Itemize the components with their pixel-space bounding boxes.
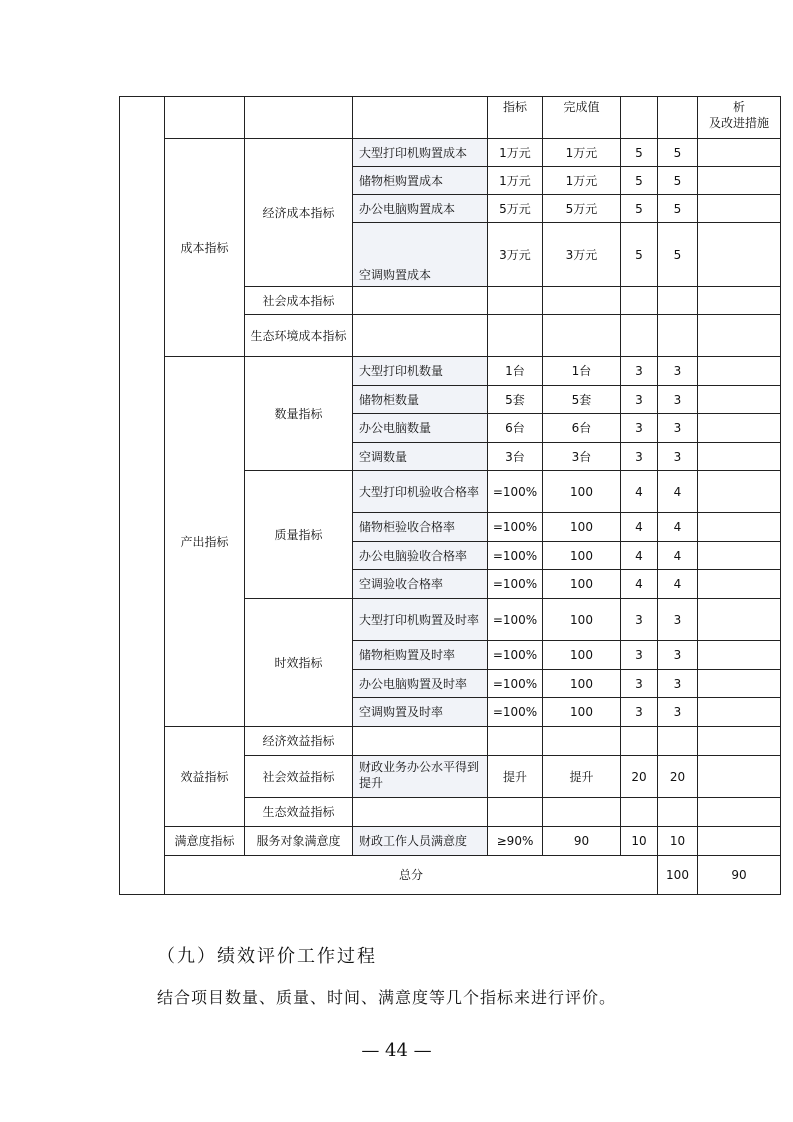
header-cell-blank: [621, 97, 658, 139]
empty-cell: [543, 727, 621, 756]
item-weight: 4: [621, 513, 658, 542]
item-score: 3: [658, 414, 698, 443]
empty-cell: [698, 798, 781, 827]
sub-economic-cost: 经济成本指标: [245, 139, 353, 287]
empty-cell: [353, 315, 488, 357]
category-benefit: 效益指标: [165, 727, 245, 827]
item-score: 4: [658, 570, 698, 599]
item-actual: 100: [543, 670, 621, 698]
empty-cell: [621, 727, 658, 756]
empty-cell: [488, 287, 543, 315]
item-name: 大型打印机数量: [353, 357, 488, 386]
item-actual: 100: [543, 513, 621, 542]
item-score: 3: [658, 599, 698, 641]
empty-cell: [658, 287, 698, 315]
empty-cell: [698, 287, 781, 315]
sub-quantity: 数量指标: [245, 357, 353, 471]
sub-economic-benefit: 经济效益指标: [245, 727, 353, 756]
item-weight: 3: [621, 443, 658, 471]
item-weight: 3: [621, 599, 658, 641]
item-weight: 3: [621, 698, 658, 727]
empty-cell: [621, 287, 658, 315]
empty-cell: [543, 798, 621, 827]
sub-eco-env-cost: 生态环境成本指标: [245, 315, 353, 357]
item-target: =100%: [488, 599, 543, 641]
item-analysis: [698, 223, 781, 287]
item-actual: 90: [543, 827, 621, 856]
empty-cell: [658, 315, 698, 357]
header-analysis: 析 及改进措施: [698, 97, 781, 139]
item-weight: 3: [621, 357, 658, 386]
item-analysis: [698, 570, 781, 599]
item-target: 提升: [488, 756, 543, 798]
item-name: 储物柜数量: [353, 386, 488, 414]
item-analysis: [698, 698, 781, 727]
item-weight: 4: [621, 471, 658, 513]
category-cost: 成本指标: [165, 139, 245, 357]
item-score: 20: [658, 756, 698, 798]
item-target: =100%: [488, 513, 543, 542]
empty-cell: [488, 315, 543, 357]
sub-social-cost: 社会成本指标: [245, 287, 353, 315]
item-actual: 5套: [543, 386, 621, 414]
sub-quality: 质量指标: [245, 471, 353, 599]
item-target: 1台: [488, 357, 543, 386]
item-actual: 100: [543, 641, 621, 670]
item-name: 储物柜购置成本: [353, 167, 488, 195]
empty-cell: [353, 798, 488, 827]
sub-social-benefit: 社会效益指标: [245, 756, 353, 798]
left-margin-cell: [120, 97, 165, 895]
item-analysis: [698, 670, 781, 698]
item-weight: 5: [621, 223, 658, 287]
item-actual: 6台: [543, 414, 621, 443]
item-score: 5: [658, 167, 698, 195]
header-indicator: 指标: [488, 97, 543, 139]
total-score: 90: [698, 856, 781, 895]
item-weight: 4: [621, 542, 658, 570]
item-weight: 3: [621, 386, 658, 414]
item-analysis: [698, 139, 781, 167]
empty-cell: [621, 798, 658, 827]
item-name: 空调验收合格率: [353, 570, 488, 599]
item-actual: 100: [543, 570, 621, 599]
item-analysis: [698, 641, 781, 670]
empty-cell: [488, 798, 543, 827]
item-weight: 3: [621, 414, 658, 443]
item-analysis: [698, 167, 781, 195]
item-name: 办公电脑验收合格率: [353, 542, 488, 570]
item-analysis: [698, 386, 781, 414]
item-name: 空调购置及时率: [353, 698, 488, 727]
item-actual: 提升: [543, 756, 621, 798]
paragraph: 结合项目数量、质量、时间、满意度等几个指标来进行评价。: [157, 988, 617, 1007]
item-analysis: [698, 756, 781, 798]
item-score: 3: [658, 357, 698, 386]
total-weight: 100: [658, 856, 698, 895]
item-name: 大型打印机购置及时率: [353, 599, 488, 641]
item-name: 储物柜验收合格率: [353, 513, 488, 542]
item-target: =100%: [488, 698, 543, 727]
item-weight: 4: [621, 570, 658, 599]
item-target: 5套: [488, 386, 543, 414]
item-actual: 100: [543, 599, 621, 641]
item-target: ≥90%: [488, 827, 543, 856]
item-name: 办公电脑购置成本: [353, 195, 488, 223]
item-name: 储物柜购置及时率: [353, 641, 488, 670]
item-score: 3: [658, 698, 698, 727]
performance-table: [119, 96, 781, 895]
item-weight: 20: [621, 756, 658, 798]
empty-cell: [543, 287, 621, 315]
item-analysis: [698, 443, 781, 471]
item-name: 空调购置成本: [353, 223, 488, 287]
item-target: 3万元: [488, 223, 543, 287]
item-actual: 1万元: [543, 139, 621, 167]
item-name: 财政工作人员满意度: [353, 827, 488, 856]
item-target: =100%: [488, 670, 543, 698]
item-weight: 10: [621, 827, 658, 856]
item-score: 4: [658, 513, 698, 542]
header-cell-blank: [165, 97, 245, 139]
section-title: （九）绩效评价工作过程: [157, 946, 377, 967]
sub-eco-benefit: 生态效益指标: [245, 798, 353, 827]
item-analysis: [698, 827, 781, 856]
item-name: 办公电脑数量: [353, 414, 488, 443]
header-cell-blank: [245, 97, 353, 139]
item-analysis: [698, 471, 781, 513]
item-score: 5: [658, 223, 698, 287]
category-satisfaction: 满意度指标: [165, 827, 245, 856]
header-actual: 完成值: [543, 97, 621, 139]
item-actual: 3万元: [543, 223, 621, 287]
item-target: =100%: [488, 641, 543, 670]
item-score: 5: [658, 195, 698, 223]
item-actual: 100: [543, 698, 621, 727]
item-target: 1万元: [488, 139, 543, 167]
item-score: 4: [658, 471, 698, 513]
empty-cell: [353, 727, 488, 756]
item-analysis: [698, 414, 781, 443]
item-score: 3: [658, 641, 698, 670]
item-target: =100%: [488, 570, 543, 599]
item-name: 空调数量: [353, 443, 488, 471]
empty-cell: [658, 798, 698, 827]
total-label: 总分: [165, 856, 658, 895]
item-weight: 5: [621, 139, 658, 167]
item-name: 财政业务办公水平得到提升: [353, 756, 488, 798]
empty-cell: [488, 727, 543, 756]
item-analysis: [698, 195, 781, 223]
empty-cell: [543, 315, 621, 357]
item-weight: 3: [621, 670, 658, 698]
empty-cell: [621, 315, 658, 357]
category-output: 产出指标: [165, 357, 245, 727]
item-analysis: [698, 542, 781, 570]
item-actual: 1台: [543, 357, 621, 386]
empty-cell: [698, 315, 781, 357]
item-score: 4: [658, 542, 698, 570]
item-score: 10: [658, 827, 698, 856]
item-actual: 1万元: [543, 167, 621, 195]
item-weight: 3: [621, 641, 658, 670]
header-cell-blank: [353, 97, 488, 139]
item-analysis: [698, 357, 781, 386]
item-target: 1万元: [488, 167, 543, 195]
item-target: 5万元: [488, 195, 543, 223]
item-analysis: [698, 513, 781, 542]
item-analysis: [698, 599, 781, 641]
empty-cell: [698, 727, 781, 756]
item-score: 3: [658, 670, 698, 698]
item-weight: 5: [621, 195, 658, 223]
item-name: 办公电脑购置及时率: [353, 670, 488, 698]
item-target: =100%: [488, 542, 543, 570]
item-score: 5: [658, 139, 698, 167]
item-name: 大型打印机验收合格率: [353, 471, 488, 513]
item-score: 3: [658, 386, 698, 414]
header-cell-blank: [658, 97, 698, 139]
item-weight: 5: [621, 167, 658, 195]
empty-cell: [353, 287, 488, 315]
page-number: — 44 —: [361, 1040, 432, 1061]
empty-cell: [658, 727, 698, 756]
item-actual: 100: [543, 471, 621, 513]
item-name: 大型打印机购置成本: [353, 139, 488, 167]
item-target: 6台: [488, 414, 543, 443]
item-score: 3: [658, 443, 698, 471]
item-actual: 5万元: [543, 195, 621, 223]
item-target: 3台: [488, 443, 543, 471]
sub-timeliness: 时效指标: [245, 599, 353, 727]
item-target: =100%: [488, 471, 543, 513]
sub-service-satisfaction: 服务对象满意度: [245, 827, 353, 856]
item-actual: 100: [543, 542, 621, 570]
item-actual: 3台: [543, 443, 621, 471]
